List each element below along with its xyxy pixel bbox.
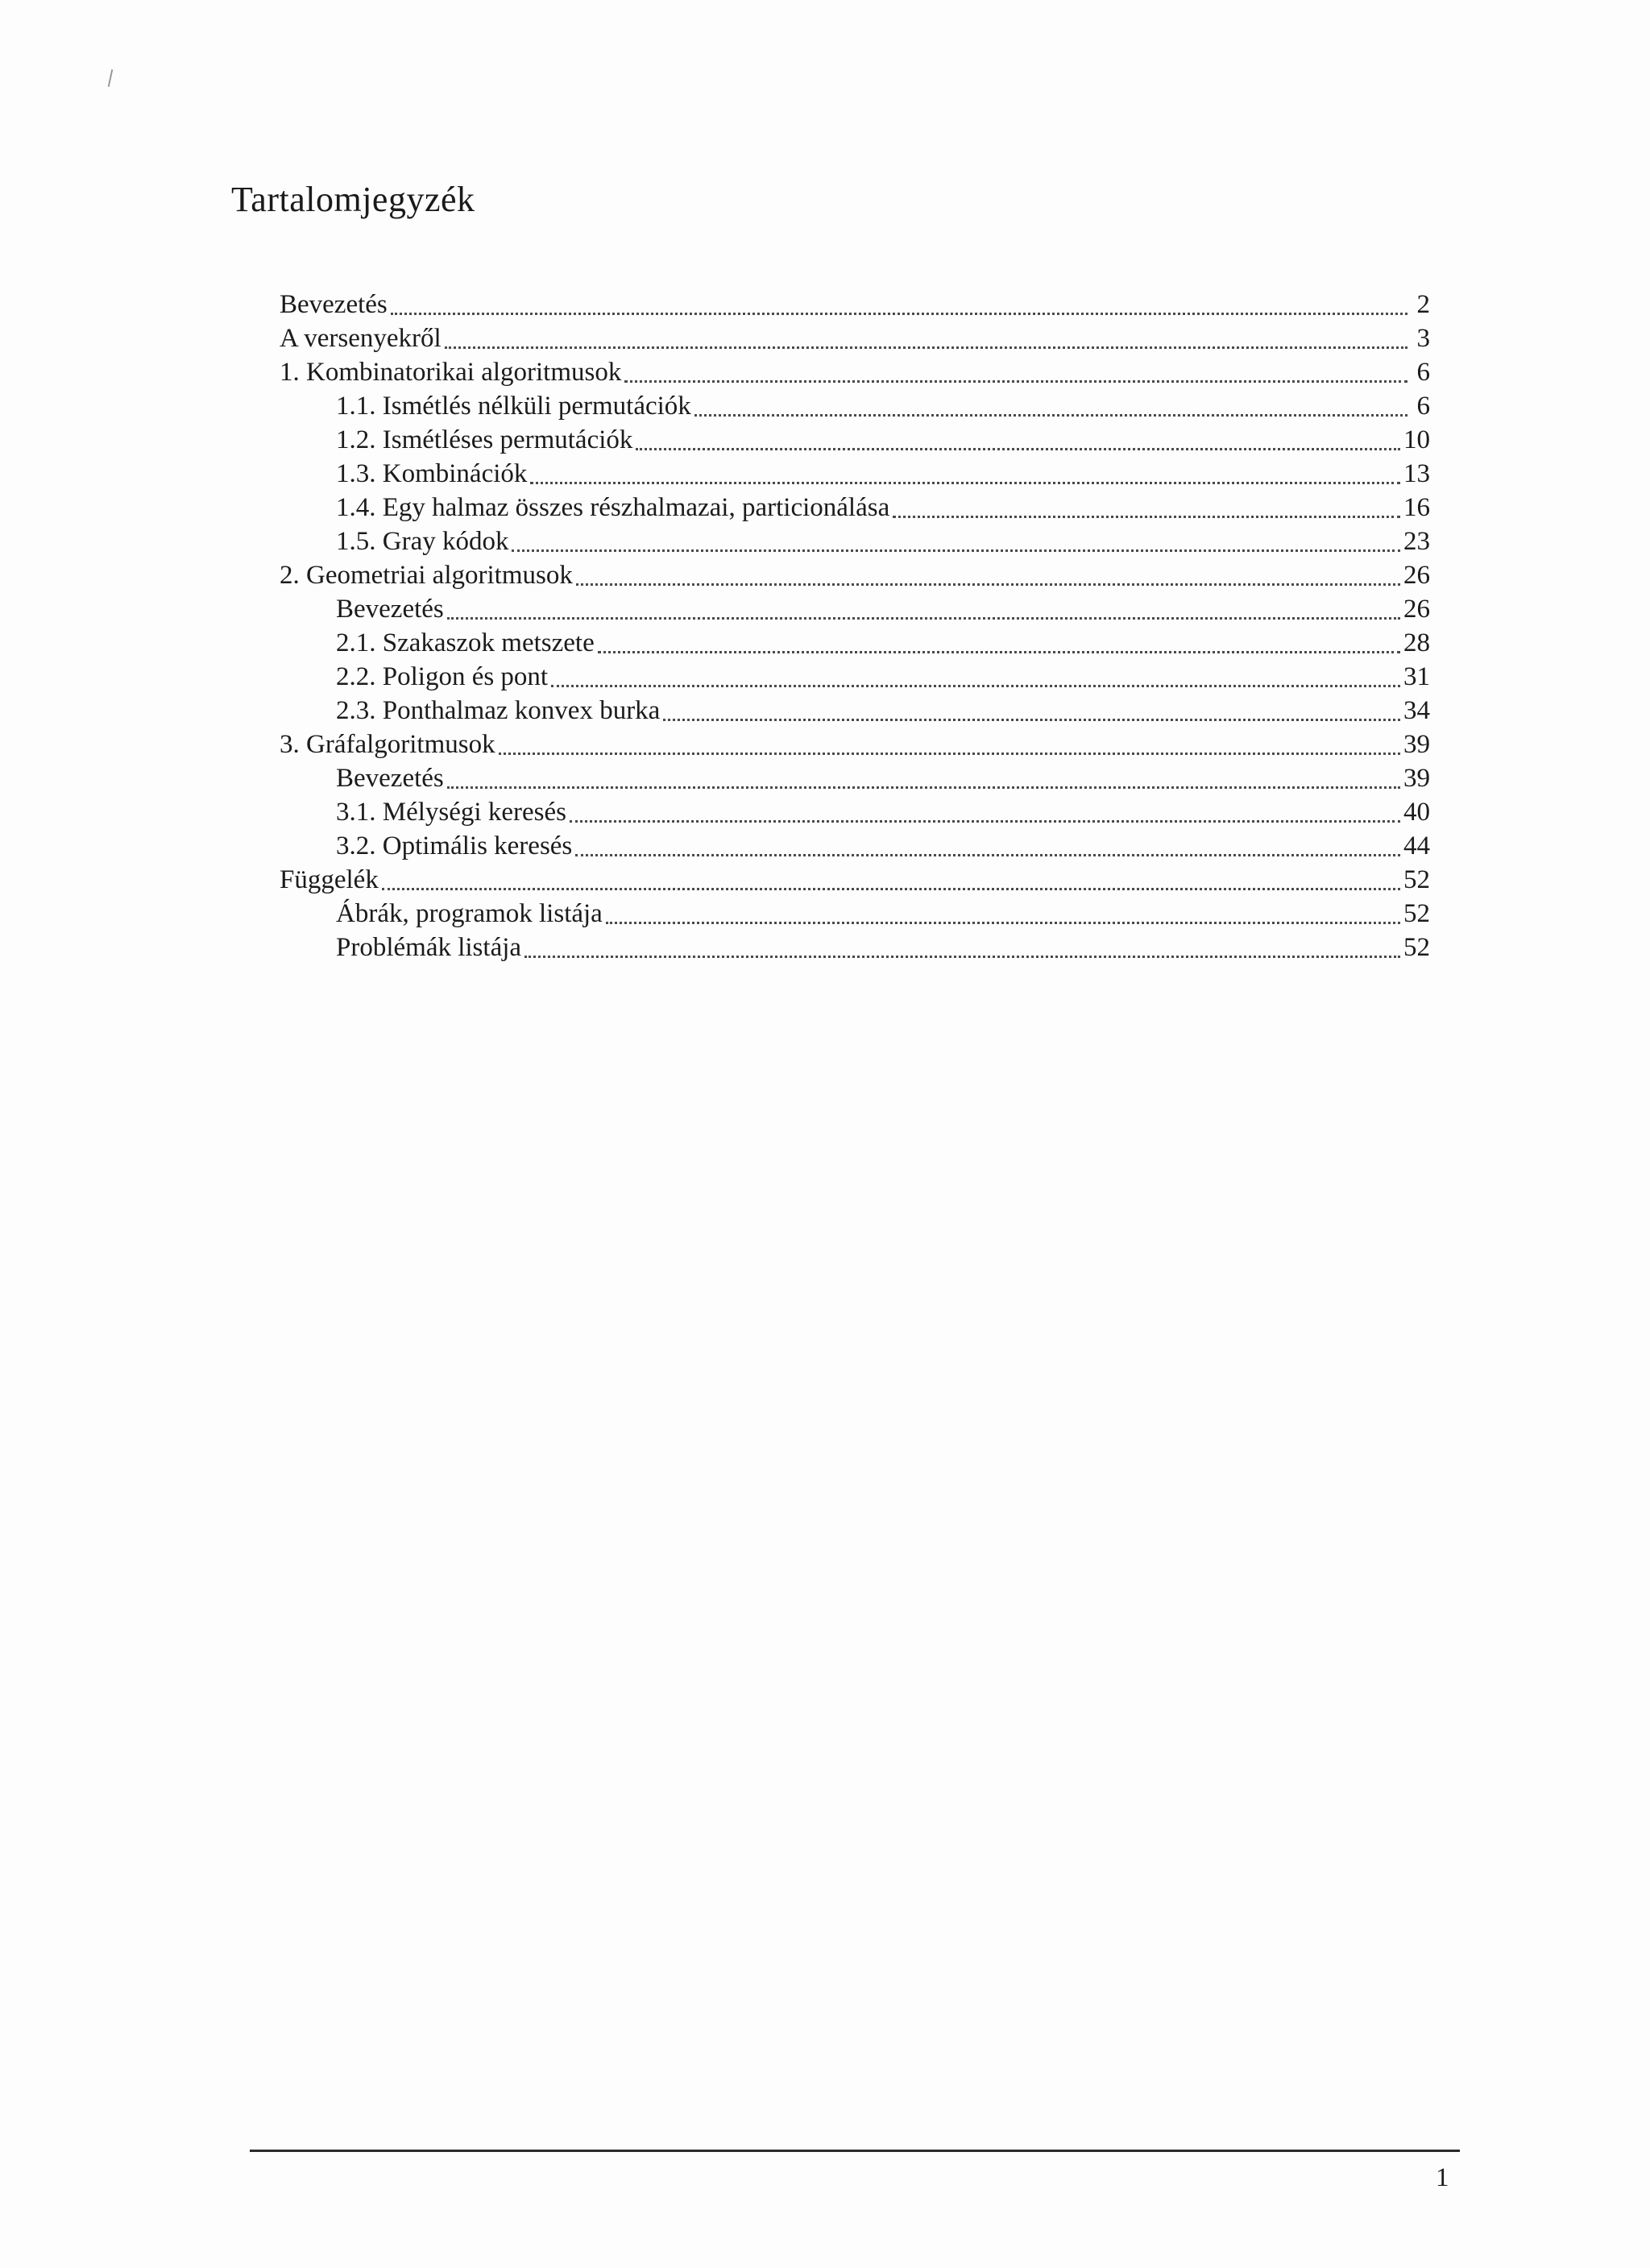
toc-entry bbox=[336, 592, 1430, 626]
toc-entry-page: 16 bbox=[1403, 493, 1430, 522]
toc-entry bbox=[336, 897, 1430, 931]
toc-entry-page: 31 bbox=[1403, 662, 1430, 691]
toc-dot-leader bbox=[512, 549, 1400, 552]
toc-entry bbox=[336, 525, 1430, 558]
toc-entry bbox=[280, 355, 1430, 389]
toc-entry-label: 3.2. Optimális keresés bbox=[336, 831, 573, 860]
toc-dot-leader bbox=[575, 854, 1400, 856]
toc-entry bbox=[336, 795, 1430, 829]
toc-entry-label: 1. Kombinatorikai algoritmusok bbox=[280, 358, 622, 387]
toc-entry-page: 39 bbox=[1403, 764, 1430, 793]
toc-dot-leader bbox=[624, 380, 1407, 383]
toc-entry bbox=[336, 491, 1430, 525]
toc-entry-label: 2. Geometriai algoritmusok bbox=[280, 561, 573, 590]
toc-entry-page: 52 bbox=[1403, 899, 1430, 928]
toc-entry bbox=[280, 321, 1430, 355]
toc-entry bbox=[336, 423, 1430, 457]
toc-entry-label: A versenyekről bbox=[280, 324, 442, 353]
page-number: 1 bbox=[1436, 2163, 1449, 2192]
toc-heading: Tartalomjegyzék bbox=[231, 180, 475, 219]
toc-entry bbox=[336, 660, 1430, 694]
toc-entry-label: 1.1. Ismétlés nélküli permutációk bbox=[336, 392, 691, 421]
toc-dot-leader bbox=[530, 482, 1400, 484]
toc-dot-leader bbox=[694, 414, 1407, 417]
toc-entry-page: 10 bbox=[1403, 425, 1430, 454]
footer-divider bbox=[250, 2150, 1460, 2152]
toc-entry-label: 1.4. Egy halmaz összes részhalmazai, particionálása bbox=[336, 493, 890, 522]
toc-entry-page: 28 bbox=[1403, 628, 1430, 657]
toc-entry bbox=[336, 829, 1430, 863]
toc-entry-label: Problémák listája bbox=[336, 933, 522, 962]
toc-dot-leader bbox=[391, 313, 1407, 315]
toc-entry-label: Bevezetés bbox=[280, 290, 388, 319]
toc-entry-label: 1.3. Kombinációk bbox=[336, 459, 528, 488]
toc-entry bbox=[336, 931, 1430, 964]
toc-dot-leader bbox=[570, 820, 1400, 823]
toc-dot-leader bbox=[524, 956, 1400, 958]
toc-dot-leader bbox=[598, 651, 1400, 653]
toc-entry-label: 1.5. Gray kódok bbox=[336, 527, 509, 556]
toc-dot-leader bbox=[663, 719, 1400, 721]
toc-entry-label: 2.3. Ponthalmaz konvex burka bbox=[336, 696, 661, 725]
toc-entry-page: 23 bbox=[1403, 527, 1430, 556]
toc-dot-leader bbox=[576, 583, 1400, 586]
toc-entry-page: 3 bbox=[1416, 324, 1430, 353]
toc-entry bbox=[280, 558, 1430, 592]
toc-entry bbox=[280, 863, 1430, 897]
toc-entry-page: 34 bbox=[1403, 696, 1430, 725]
toc-entry-label: 1.2. Ismétléses permutációk bbox=[336, 425, 633, 454]
toc-entry-page: 13 bbox=[1403, 459, 1430, 488]
toc-entry-label: 3.1. Mélységi keresés bbox=[336, 798, 566, 827]
toc-entry-page: 6 bbox=[1416, 358, 1430, 387]
toc-entry bbox=[336, 626, 1430, 660]
toc-dot-leader bbox=[447, 786, 1400, 789]
toc-entry-page: 40 bbox=[1403, 798, 1430, 827]
toc-entry bbox=[336, 457, 1430, 491]
toc-dot-leader bbox=[447, 617, 1400, 620]
toc-dot-leader bbox=[606, 922, 1400, 924]
toc-entry-page: 2 bbox=[1416, 290, 1430, 319]
toc-entry-label: Ábrák, programok listája bbox=[336, 899, 603, 928]
toc-entry bbox=[280, 288, 1430, 321]
toc-entry-page: 6 bbox=[1416, 392, 1430, 421]
toc-entry-label: 2.1. Szakaszok metszete bbox=[336, 628, 595, 657]
toc-entry-label: Bevezetés bbox=[336, 595, 444, 624]
toc-entry-page: 39 bbox=[1403, 730, 1430, 759]
toc-entry-page: 44 bbox=[1403, 831, 1430, 860]
toc-entry-label: 2.2. Poligon és pont bbox=[336, 662, 549, 691]
toc-entry-page: 26 bbox=[1403, 561, 1430, 590]
toc-entry-page: 52 bbox=[1403, 865, 1430, 894]
toc-dot-leader bbox=[445, 346, 1407, 349]
toc-entry bbox=[336, 389, 1430, 423]
toc-dot-leader bbox=[636, 448, 1400, 450]
toc-dot-leader bbox=[551, 685, 1400, 687]
toc-dot-leader bbox=[499, 753, 1400, 755]
scan-mark bbox=[108, 69, 114, 87]
toc-entry-page: 52 bbox=[1403, 933, 1430, 962]
toc-entry-label: 3. Gráfalgoritmusok bbox=[280, 730, 495, 759]
toc-dot-leader bbox=[382, 888, 1400, 890]
toc-entry-label: Függelék bbox=[280, 865, 379, 894]
toc-entry bbox=[336, 694, 1430, 728]
toc-entry-page: 26 bbox=[1403, 595, 1430, 624]
toc-entry bbox=[280, 728, 1430, 761]
toc-entry-label: Bevezetés bbox=[336, 764, 444, 793]
toc-dot-leader bbox=[893, 516, 1400, 518]
toc-entry bbox=[336, 761, 1430, 795]
